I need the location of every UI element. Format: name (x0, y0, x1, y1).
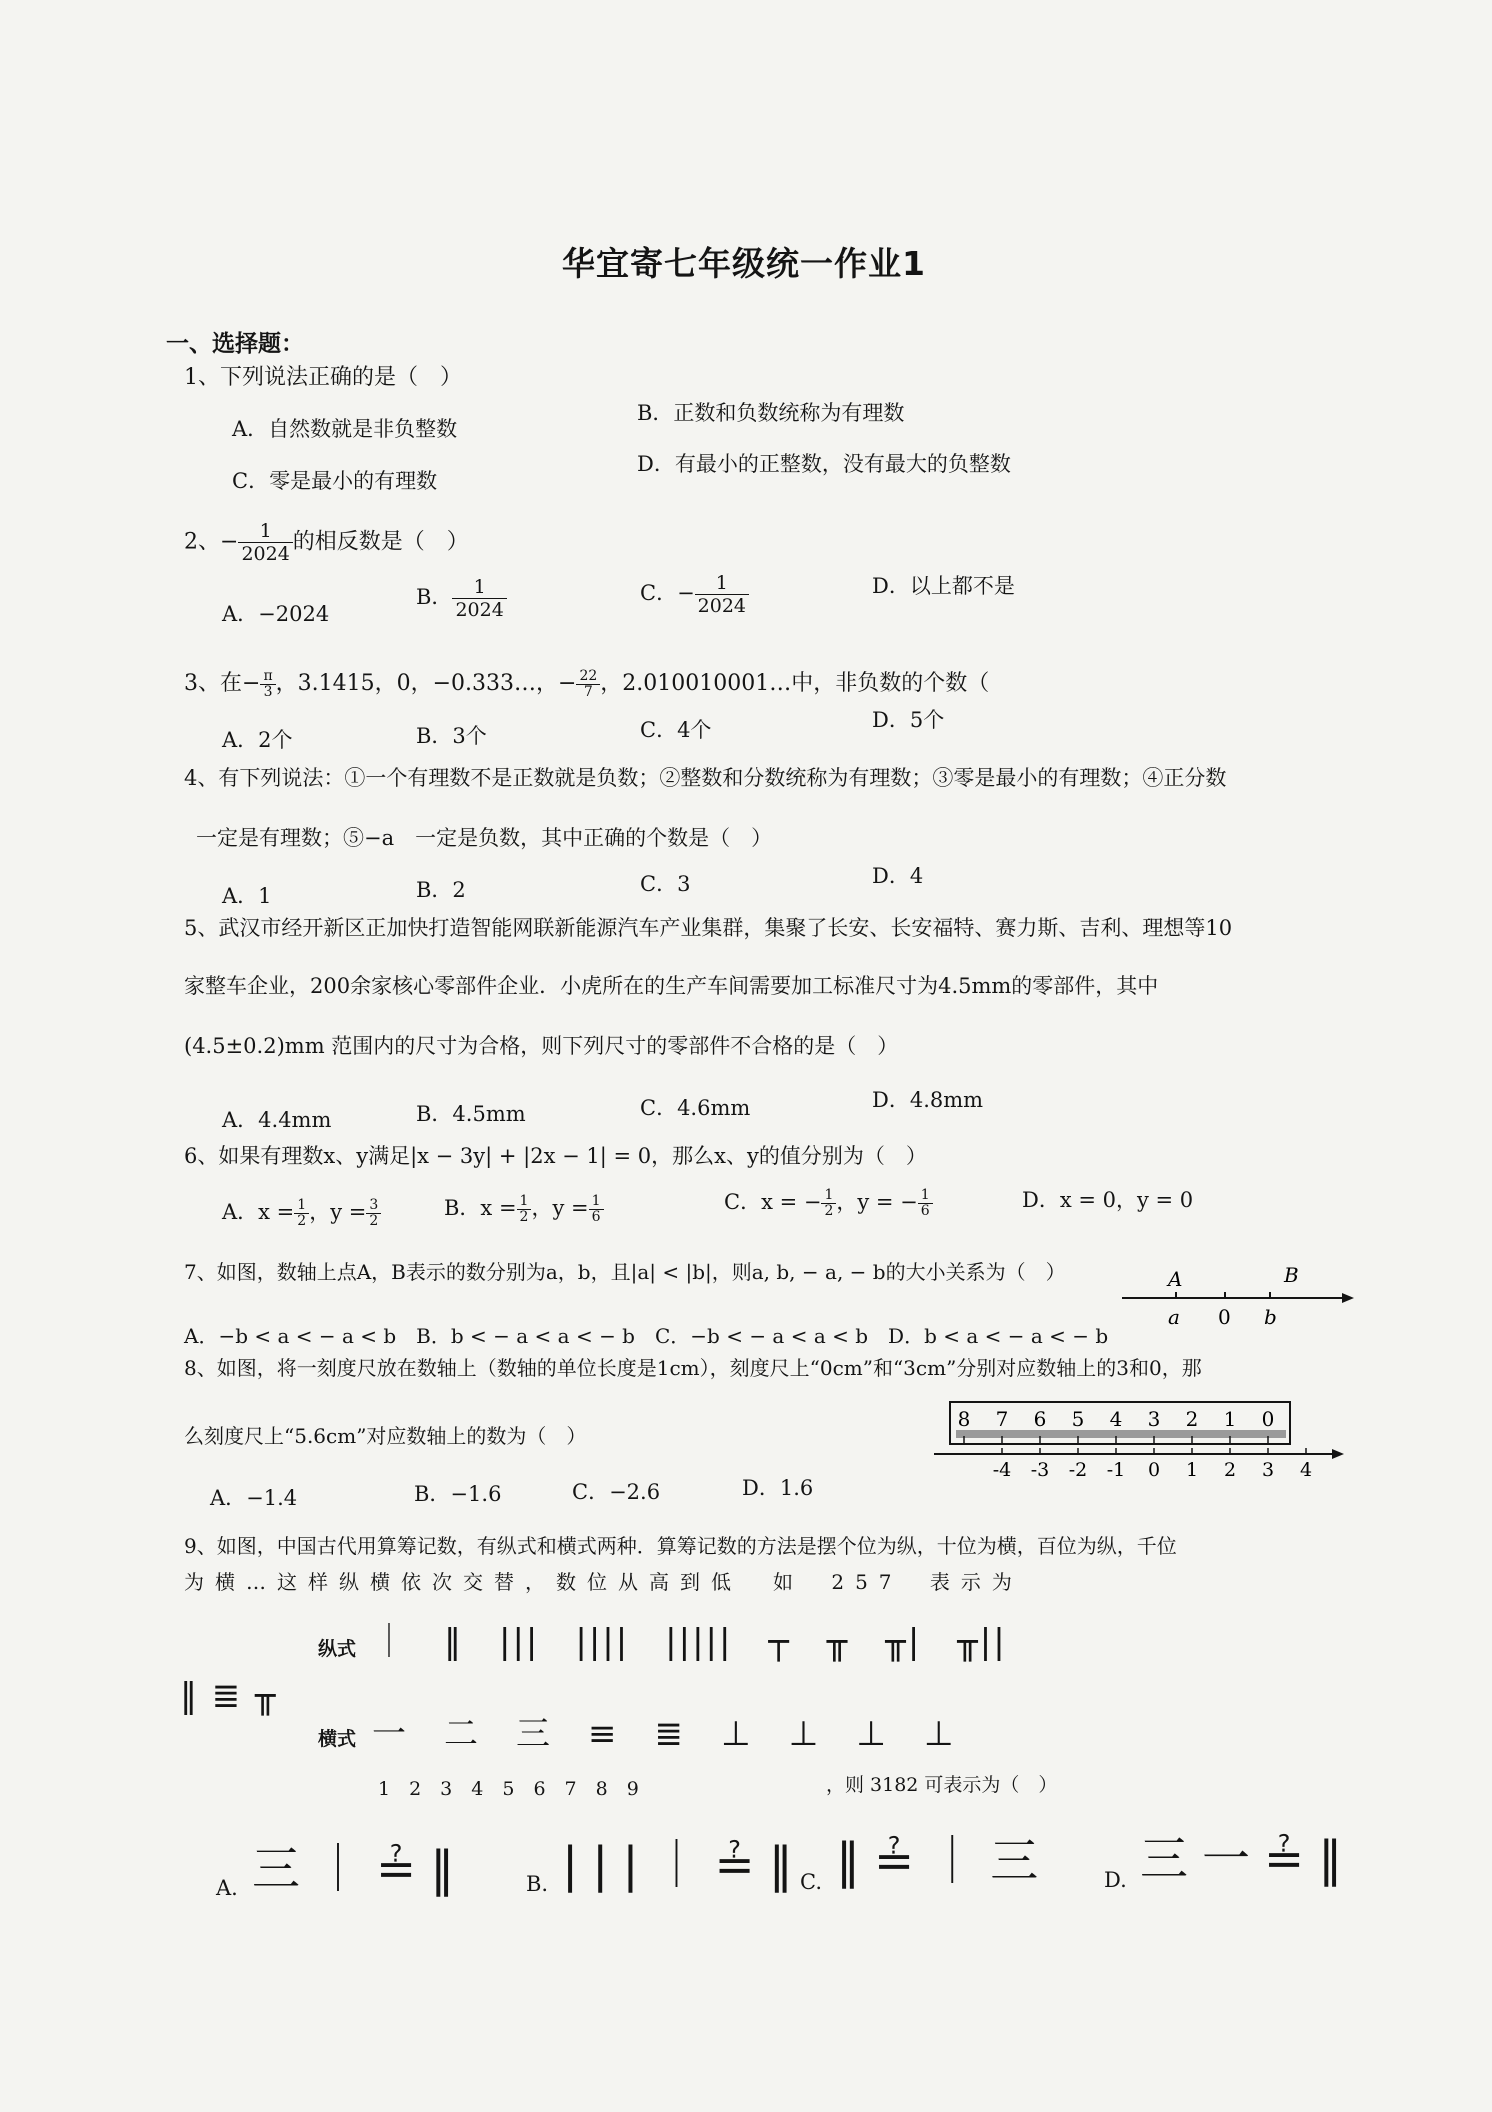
q2-b-frac (452, 576, 506, 621)
q8-ruler-digit: 1 (1223, 1407, 1237, 1431)
q8-ruler-digit: 8 (957, 1407, 971, 1431)
q3-f-num: 22 (576, 669, 600, 685)
q2-c-label: C．− (640, 581, 695, 605)
q7-zero-label: 0 (1218, 1305, 1231, 1329)
q7-options: A．−b < a < − a < b B．b < − a < a < − b C．−b < − a < a < b D．b < a < − a < − b (184, 1324, 1109, 1348)
q7-value-b: b (1264, 1305, 1277, 1329)
q6-b-y-num: 1 (589, 1194, 604, 1210)
q6-option-b (444, 1192, 604, 1225)
q9-option-a-label: A. (216, 1876, 238, 1900)
q9-zong-label: 纵式 (318, 1638, 357, 1660)
q5-option-b: B．4.5mm (416, 1102, 526, 1126)
q3-f-den: 7 (583, 683, 593, 700)
q2-option-b (416, 576, 507, 621)
q9-option-d-label: D. (1104, 1868, 1127, 1892)
q9-option-c-label: C. (800, 1870, 822, 1894)
q8-option-d: D．1.6 (742, 1476, 814, 1500)
q5-option-d: D．4.8mm (872, 1088, 984, 1112)
q6-option-a (222, 1196, 381, 1229)
q2-c-frac (695, 572, 749, 617)
q6-option-d: D．x = 0，y = 0 (1022, 1188, 1194, 1212)
q6-a-x-den: 2 (297, 1213, 307, 1229)
q3-pi-den: 3 (263, 683, 273, 700)
q6-a-x-num: 1 (294, 1198, 309, 1214)
q5-option-a: A．4.4mm (222, 1108, 332, 1132)
q8-axis-arrow (1332, 1449, 1344, 1459)
page-title: 华宜寄七年级统一作业1 (562, 244, 926, 283)
q9-heng-symbols: 一 二 三 ≡ ≣ ⊥ ⊥ ⊥ ⊥ (372, 1714, 956, 1754)
q8-axis-tick-label: 1 (1185, 1459, 1199, 1481)
q6-c-x-num: 1 (821, 1188, 836, 1204)
q8-axis-tick-label: -4 (992, 1459, 1012, 1481)
q9-example-257: ‖ ≣ ╥ (180, 1676, 278, 1716)
q3-stem (184, 666, 989, 700)
q6-a-mid: ，y = (309, 1200, 367, 1224)
q9-option-b-label: B. (526, 1872, 549, 1896)
q3-option-c: C．4个 (640, 718, 712, 742)
q1-option-a: A．自然数就是非负整数 (232, 417, 458, 441)
q8-ruler-digit: 5 (1071, 1407, 1085, 1431)
q8-ruler-digit: 2 (1185, 1407, 1199, 1431)
q6-option-c (724, 1186, 933, 1219)
q8-ruler-digit: 7 (995, 1407, 1009, 1431)
q8-ruler-digit: 6 (1033, 1407, 1047, 1431)
q2-option-c (640, 572, 749, 617)
q1-stem: 1、下列说法正确的是（ ） (184, 365, 462, 390)
q6-b-x (517, 1194, 532, 1225)
q8-axis-tick-label: -1 (1106, 1459, 1126, 1481)
q9-heng-label: 横式 (318, 1728, 357, 1750)
q3-pi-num: π (260, 669, 275, 685)
q6-b-y (589, 1194, 604, 1225)
q8-line1: 8、如图，将一刻度尺放在数轴上（数轴的单位长度是1cm），刻度尺上“0cm”和“3cm”分别对应数轴上的3和0，那 (184, 1356, 1202, 1380)
q4-option-d: D．4 (872, 864, 924, 888)
q6-stem: 6、如果有理数x、y满足|x − 3y| + |2x − 1| = 0，那么x、y的值分别为（ ） (184, 1144, 927, 1168)
q9-digit-row: 1 2 3 4 5 6 7 8 9 (378, 1778, 639, 1800)
q2-b-num: 1 (452, 576, 506, 599)
q9-option-a-rods: 三｜≟‖ (252, 1841, 469, 1897)
q6-c-pre: C．x = − (724, 1190, 822, 1214)
q5-line1: 5、武汉市经开新区正加快打造智能网联新能源汽车产业集群，集聚了长安、长安福特、赛力斯、吉利、理想等10 (184, 916, 1233, 940)
q8-ruler-digit: 4 (1109, 1407, 1123, 1431)
section-heading: 一、选择题： (166, 331, 304, 357)
q7-point-b-label: B (1284, 1263, 1299, 1287)
q2-b-den: 2024 (455, 599, 504, 621)
q7-number-line (1118, 1262, 1358, 1334)
q6-b-pre: B．x = (444, 1196, 517, 1220)
q7-stem: 7、如图，数轴上点A，B表示的数分别为a，b，且|a| < |b|，则a, b, − a, − b的大小关系为（ ） (184, 1260, 1066, 1284)
q6-a-x (294, 1198, 309, 1229)
q7-axis-arrow (1342, 1293, 1354, 1303)
q6-b-mid: ，y = (531, 1196, 589, 1220)
q5-line3: (4.5±0.2)mm 范围内的尺寸为合格，则下列尺寸的零部件不合格的是（ ） (184, 1034, 899, 1058)
q4-option-a: A．1 (222, 884, 272, 908)
q6-c-x (821, 1188, 836, 1219)
q9-zong-symbols: ｜ ‖ ||| |||| ||||| ┬ ╥ ╥| ╥|| (372, 1622, 1007, 1662)
q3-prefix: 3、在− (184, 671, 261, 696)
q8-axis-tick-label: -2 (1068, 1459, 1088, 1481)
q2-suffix: 的相反数是（ ） (292, 529, 469, 555)
q2-stem (184, 520, 469, 565)
q6-a-y-num: 3 (366, 1198, 381, 1214)
q2-c-den: 2024 (697, 595, 747, 617)
q2-c-num: 1 (695, 572, 749, 595)
q3-mid: ，3.1415，0，−0.333…，− (275, 671, 577, 696)
q4-line2: 一定是有理数；⑤−a 一定是负数，其中正确的个数是（ ） (196, 826, 773, 850)
q2-option-a: A．−2024 (222, 602, 330, 626)
q9-option-b-rods: |||｜≟‖ (562, 1837, 807, 1893)
q8-axis-tick-label: 2 (1223, 1459, 1237, 1481)
q8-axis-tick-label: 4 (1299, 1459, 1313, 1481)
q3-22-7-frac (576, 669, 600, 700)
q8-ruler-digits (958, 1407, 1275, 1444)
q3-option-d: D．5个 (872, 708, 945, 732)
q8-axis-tick-label: -3 (1030, 1459, 1050, 1481)
q3-suffix: ，2.010010001…中，非负数的个数（ (600, 671, 990, 696)
q9-option-d-rods: 三一≟‖ (1140, 1831, 1357, 1887)
q6-a-y-den: 2 (369, 1213, 379, 1229)
q2-fraction (238, 520, 292, 565)
q3-pi-frac (260, 669, 275, 700)
q8-axis-ticks (993, 1448, 1312, 1481)
q8-ruler-digit: 3 (1147, 1407, 1161, 1431)
q6-a-pre: A．x = (222, 1200, 295, 1224)
q2-frac-num: 1 (238, 520, 292, 543)
q6-b-x-num: 1 (517, 1194, 532, 1210)
q2-frac-den: 2024 (241, 543, 290, 565)
q2-b-label: B． (416, 585, 453, 609)
q5-line2: 家整车企业，200余家核心零部件企业．小虎所在的生产车间需要加工标准尺寸为4.5mm的零部件，其中 (184, 974, 1159, 998)
q8-option-c: C．−2.6 (572, 1480, 661, 1504)
q1-option-b: B．正数和负数统称为有理数 (637, 401, 905, 425)
q4-option-c: C．3 (640, 872, 691, 896)
q6-a-y (366, 1198, 381, 1229)
q9-line2: 为横…这样纵横依次交替，数位从高到低 如 257 表示为 (184, 1570, 1023, 1594)
q7-value-a: a (1168, 1305, 1180, 1329)
q6-c-y (918, 1188, 933, 1219)
q8-option-a: A．−1.4 (210, 1486, 298, 1510)
q4-option-b: B．2 (416, 878, 466, 902)
q6-b-x-den: 2 (519, 1209, 529, 1225)
q4-line1: 4、有下列说法：①一个有理数不是正数就是负数；②整数和分数统称为有理数；③零是最小的有理数；④正分数 (184, 766, 1227, 790)
q3-option-b: B．3个 (416, 724, 487, 748)
q9-option-c-rods: ‖≟｜三 (836, 1833, 1053, 1889)
q6-b-y-den: 6 (591, 1209, 601, 1225)
q8-ruler-digit: 0 (1261, 1407, 1275, 1431)
q9-tail: ，则 3182 可表示为（ ） (826, 1774, 1058, 1796)
q9-line1: 9、如图，中国古代用算筹记数，有纵式和横式两种．算筹记数的方法是摆个位为纵，十位为横，百位为纵，千位 (184, 1534, 1177, 1558)
q8-axis-tick-label: 0 (1147, 1459, 1161, 1481)
q2-prefix: 2、− (184, 529, 239, 555)
q6-c-mid: ，y = − (836, 1190, 918, 1214)
q5-option-c: C．4.6mm (640, 1096, 751, 1120)
q8-axis-tick-label: 3 (1261, 1459, 1275, 1481)
q8-option-b: B．−1.6 (414, 1482, 502, 1506)
q6-c-y-den: 6 (920, 1203, 930, 1219)
q3-option-a: A．2个 (222, 728, 293, 752)
q6-c-y-num: 1 (918, 1188, 933, 1204)
q1-option-d: D．有最小的正整数，没有最大的负整数 (637, 452, 1011, 476)
q8-ruler-scale-strip (956, 1430, 1286, 1438)
q6-c-x-den: 2 (824, 1203, 834, 1219)
q7-point-a-label: A (1168, 1267, 1183, 1291)
q2-option-d: D．以上都不是 (872, 574, 1015, 598)
q8-ruler-figure (930, 1392, 1350, 1484)
q8-line2: 么刻度尺上“5.6cm”对应数轴上的数为（ ） (184, 1424, 587, 1448)
q1-option-c: C．零是最小的有理数 (232, 469, 438, 493)
